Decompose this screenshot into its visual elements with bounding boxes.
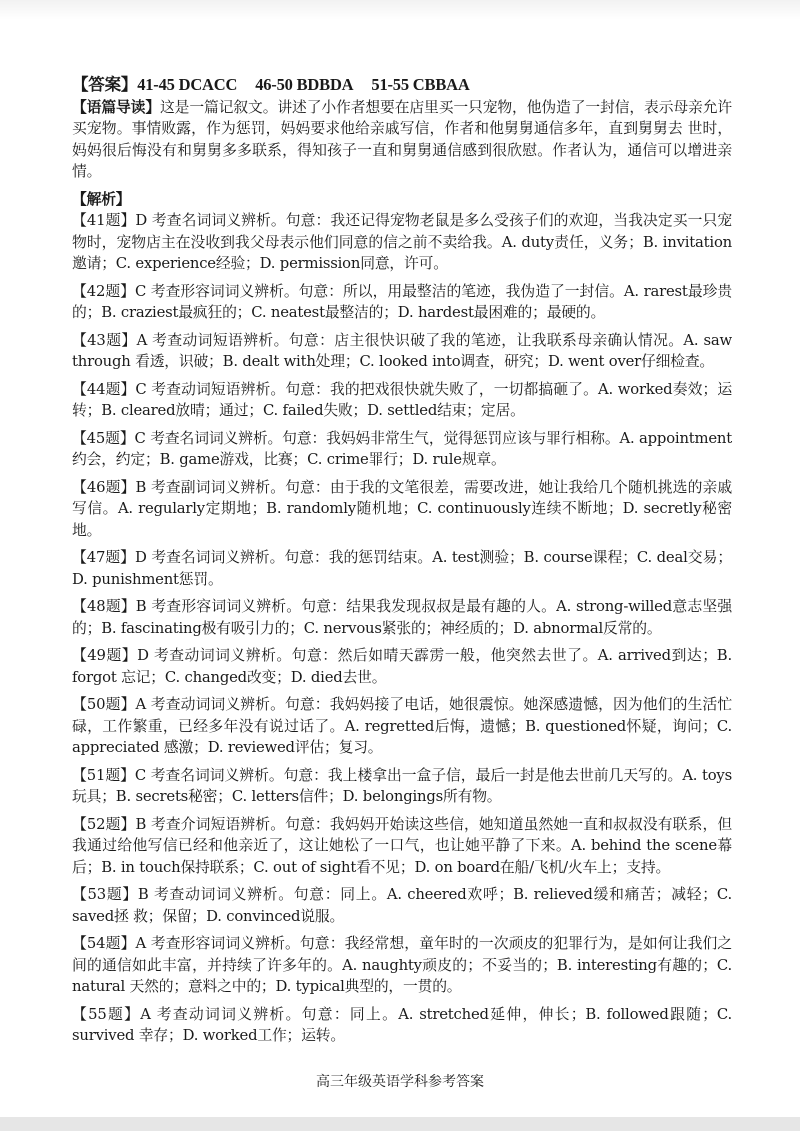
question-explanation: B 考查形容词词义辨析。句意：结果我发现叔叔是最有趣的人。A. strong-willed意志坚强的；B. fascinating极有吸引力的；C. nervous紧张的；神经质的；D. abnormal反常的。	[72, 598, 732, 637]
question-explanation: C 考查动词短语辨析。句意：我的把戏很快就失败了，一切都搞砸了。A. worked奏效；运转；B. cleared放晴；通过；C. failed失败；D. settled结束；定居。	[72, 380, 732, 419]
question-explanation: A 考查形容词词义辨析。句意：我经常想，童年时的一次顽皮的犯罪行为，是如何让我们之间的通信如此丰富，并持续了许多年的。A. naughty顽皮的；不妥当的；B. interesting有趣的；C. natural 天然的；意料之中的；D. typical典型的，一贯的。	[72, 935, 732, 995]
question-51	[72, 765, 732, 808]
answer-group-1: 41-45 DCACC	[137, 75, 238, 94]
question-43	[72, 330, 732, 373]
answer-key-line	[72, 74, 732, 96]
question-explanation: D 考查动词词义辨析。句意：然后如晴天霹雳一般，他突然去世了。A. arrived到达；B. forgot 忘记；C. changed改变；D. died去世。	[72, 647, 732, 686]
question-number: 【51题】	[72, 766, 135, 784]
question-48	[72, 596, 732, 639]
question-46	[72, 477, 732, 542]
question-explanation: B 考查介词短语辨析。句意：我妈妈开始读这些信，她知道虽然她一直和叔叔没有联系，但 我通过给他写信已经和他亲近了，这让她松了一口气，也让她平静了下来。A. behind the scene幕后；B. in touch保持联系；C. out of sight看不见；D. on board在船/飞机/火车上；支持。	[72, 815, 732, 876]
question-42	[72, 281, 732, 324]
question-number: 【48题】	[72, 598, 136, 615]
question-44	[72, 379, 732, 422]
question-number: 【43题】	[72, 331, 137, 349]
answer-label: 【答案】	[72, 75, 138, 94]
question-explanation: A 考查动词词义辨析。句意：我妈妈接了电话，她很震惊。她深感遗憾，因为他们的生活忙碌，工作繁重，已经多年没有说过话了。A. regretted后悔，遗憾；B. questioned怀疑，询问；C. appreciated 感激；D. reviewed评估；复习。	[72, 696, 732, 756]
question-53	[72, 884, 732, 927]
question-number: 【46题】	[72, 478, 136, 496]
question-54	[72, 933, 732, 998]
question-number: 【44题】	[72, 380, 136, 398]
question-explanation: C 考查名词词义辨析。句意：我妈妈非常生气，觉得惩罚应该与罪行相称。A. appointment 约会，约定；B. game游戏，比赛；C. crime罪行；D. rule规章。	[72, 429, 732, 468]
question-number: 【42题】	[72, 282, 135, 300]
question-45	[72, 428, 732, 471]
question-explanation: C 考查名词词义辨析。句意：我上楼拿出一盒子信，最后一封是他去世前几天写的。A. toys 玩具；B. secrets秘密；C. letters信件；D. belongings所有物。	[72, 766, 732, 805]
question-number: 【47题】	[72, 549, 135, 566]
question-number: 【54题】	[72, 935, 136, 952]
page-footer: 高三年级英语学科参考答案	[316, 1074, 484, 1090]
question-55	[72, 1004, 732, 1047]
answer-group-2: 46-50 BDBDA	[255, 75, 354, 94]
question-47	[72, 547, 732, 590]
answer-group-3: 51-55 CBBAA	[371, 75, 470, 94]
question-50	[72, 694, 732, 759]
question-number: 【45题】	[72, 429, 135, 447]
question-number: 【49题】	[72, 647, 138, 664]
question-number: 【55题】	[72, 1005, 141, 1023]
question-explanation: A 考查动词词义辨析。句意：同上。A. stretched延伸，伸长；B. followed跟随；C. survived 幸存；D. worked工作；运转。	[72, 1005, 732, 1044]
question-41	[72, 210, 732, 275]
question-explanation: B 考查副词词义辨析。句意：由于我的文笔很差，需要改进，她让我给几个随机挑选的亲戚写信。A. regularly定期地；B. randomly随机地；C. continuously连续不断地；D. secretly秘密地。	[72, 478, 732, 539]
reading-guide-text: 这是一篇记叙文。讲述了小作者想要在店里买一只宠物，他伪造了一封信，表示母亲允许买宠物。事情败露，作为惩罚，妈妈要求他给亲戚写信，作者和他舅舅通信多年，直到舅舅去 世时，妈妈很后悔没有和舅舅多多联系，得知孩子一直和舅舅通信感到很欣慰。作者认为，通信可以增进亲情。	[72, 98, 732, 180]
question-52	[72, 814, 732, 879]
analysis-heading: 【解析】	[72, 190, 131, 208]
bottom-scan-border	[0, 1117, 800, 1131]
question-number: 【53题】	[72, 886, 138, 903]
question-explanation: D 考查名词词义辨析。句意：我还记得宠物老鼠是多么受孩子们的欢迎，当我决定买一只宠物时，宠物店主在没收到我父母表示他们同意的信之前不卖给我。A. duty责任，义务；B. invitation 邀请；C. experience经验；D. permission同意，许可。	[72, 212, 732, 272]
question-explanation: C 考查形容词词义辨析。句意：所以，用最整洁的笔迹，我伪造了一封信。A. rarest最珍贵的；B. craziest最疯狂的；C. neatest最整洁的；D. hardest最困难的；最硬的。	[72, 282, 732, 321]
question-number: 【52题】	[72, 815, 136, 833]
question-explanation: D 考查名词词义辨析。句意：我的惩罚结束。A. test测验；B. course课程；C. deal交易；D. punishment惩罚。	[72, 549, 732, 588]
question-number: 【41题】	[72, 212, 136, 229]
top-scan-border	[0, 0, 800, 20]
question-49	[72, 645, 732, 688]
reading-guide-label: 【语篇导读】	[72, 98, 161, 116]
answer-document	[72, 74, 732, 1053]
question-explanation: B 考查动词词义辨析。句意：同上。A. cheered欢呼；B. relieved缓和痛苦；减轻；C. saved拯 救；保留；D. convinced说服。	[72, 886, 732, 925]
question-number: 【50题】	[72, 696, 136, 713]
reading-guide	[72, 97, 732, 183]
question-explanation: A 考查动词短语辨析。句意：店主很快识破了我的笔迹，让我联系母亲确认情况。A. saw through 看透，识破；B. dealt with处理；C. looked into调查，研究；D. went over仔细检查。	[72, 331, 732, 370]
